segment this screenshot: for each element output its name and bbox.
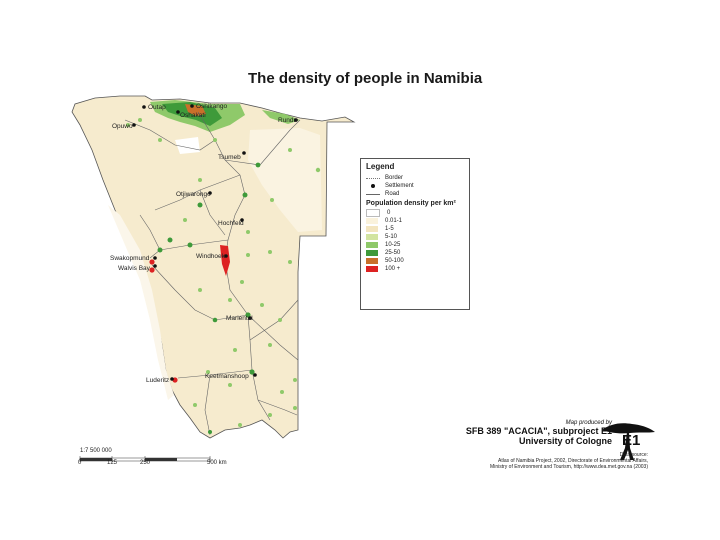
density-class-label: 0 <box>387 210 391 216</box>
density-class-label: 10-25 <box>385 242 401 248</box>
place-label-otjiwarongo: Otjiwarongo <box>176 191 211 198</box>
settlement-dot-icon <box>366 183 380 189</box>
scale-ratio: 1:7 500 000 <box>80 448 112 454</box>
place-label-rundu: Rundu <box>278 117 298 124</box>
density-class-label: 100 + <box>385 266 401 272</box>
density-class-label: 50-100 <box>385 258 404 264</box>
legend-density-class <box>366 265 464 273</box>
scale-tick-125: 125 <box>107 460 118 466</box>
place-label-mariental: Mariental <box>226 315 253 322</box>
density-swatch-icon <box>366 226 378 232</box>
legend-title: Legend <box>366 162 395 171</box>
credits-line2: SFB 389 "ACACIA", subproject E1 <box>465 426 612 436</box>
e1-logo-text: E1 <box>622 432 641 449</box>
place-label-outap: Outap <box>148 104 166 111</box>
place-label-windhoek: Windhoek <box>196 253 225 260</box>
scale-tick-0: 0 <box>78 460 82 466</box>
legend-density-class <box>366 225 464 233</box>
map-legend <box>360 158 470 310</box>
legend-density-classes <box>366 209 464 273</box>
legend-density-class <box>366 249 464 257</box>
scale-tick-250: 250 <box>140 460 151 466</box>
density-swatch-icon <box>366 234 378 240</box>
legend-item-settlement: Settlement <box>366 182 464 190</box>
density-swatch-icon <box>366 218 378 224</box>
legend-density-class <box>366 241 464 249</box>
density-class-label: 5-10 <box>385 234 398 240</box>
place-label-tsumeb: Tsumeb <box>218 154 241 161</box>
density-swatch-icon <box>366 250 378 256</box>
road-line-icon <box>366 194 380 195</box>
credits-line3: University of Cologne <box>518 436 612 446</box>
credits <box>466 420 612 446</box>
density-swatch-icon <box>366 258 378 264</box>
scale-tick-500: 500 km <box>207 460 227 466</box>
legend-density-title: Population density per km² <box>366 200 456 207</box>
legend-density-class <box>366 233 464 241</box>
place-label-oshikango: Oshikango <box>196 103 228 110</box>
legend-density-class <box>366 257 464 265</box>
credits-line1: Map produced by <box>565 420 612 426</box>
place-label-opuwo: Opuwo <box>112 123 133 130</box>
density-class-label: 25-50 <box>385 250 401 256</box>
border-line-icon <box>366 178 380 179</box>
legend-item-border: Border <box>366 174 464 182</box>
map-title: The density of people in Namibia <box>248 70 483 87</box>
place-label-keetmanshoop: Keetmanshoop <box>205 373 249 380</box>
data-source: Data source: Atlas of Namibia Project, 2002, Directorate of Environmental Affairs, Ministry of Environment and Tourism, http://www.dea.met.gov.na (2003) <box>490 452 648 470</box>
place-label-swakopmund: Swakopmund <box>110 255 150 262</box>
place-label-oshakati: Oshakati <box>180 112 206 119</box>
place-label-hochfeld: Hochfeld <box>218 220 244 227</box>
density-class-label: 0.01-1 <box>385 218 403 224</box>
place-label-walvis-bay: Walvis Bay <box>118 265 150 272</box>
density-swatch-icon <box>366 266 378 272</box>
place-label-luderitz: Luderitz <box>146 377 170 384</box>
density-swatch-icon <box>366 242 378 248</box>
legend-item-road: Road <box>366 190 464 198</box>
legend-density-class <box>366 209 464 217</box>
legend-density-class <box>366 217 464 225</box>
density-class-label: 1-5 <box>385 226 394 232</box>
density-swatch-icon <box>366 209 380 217</box>
